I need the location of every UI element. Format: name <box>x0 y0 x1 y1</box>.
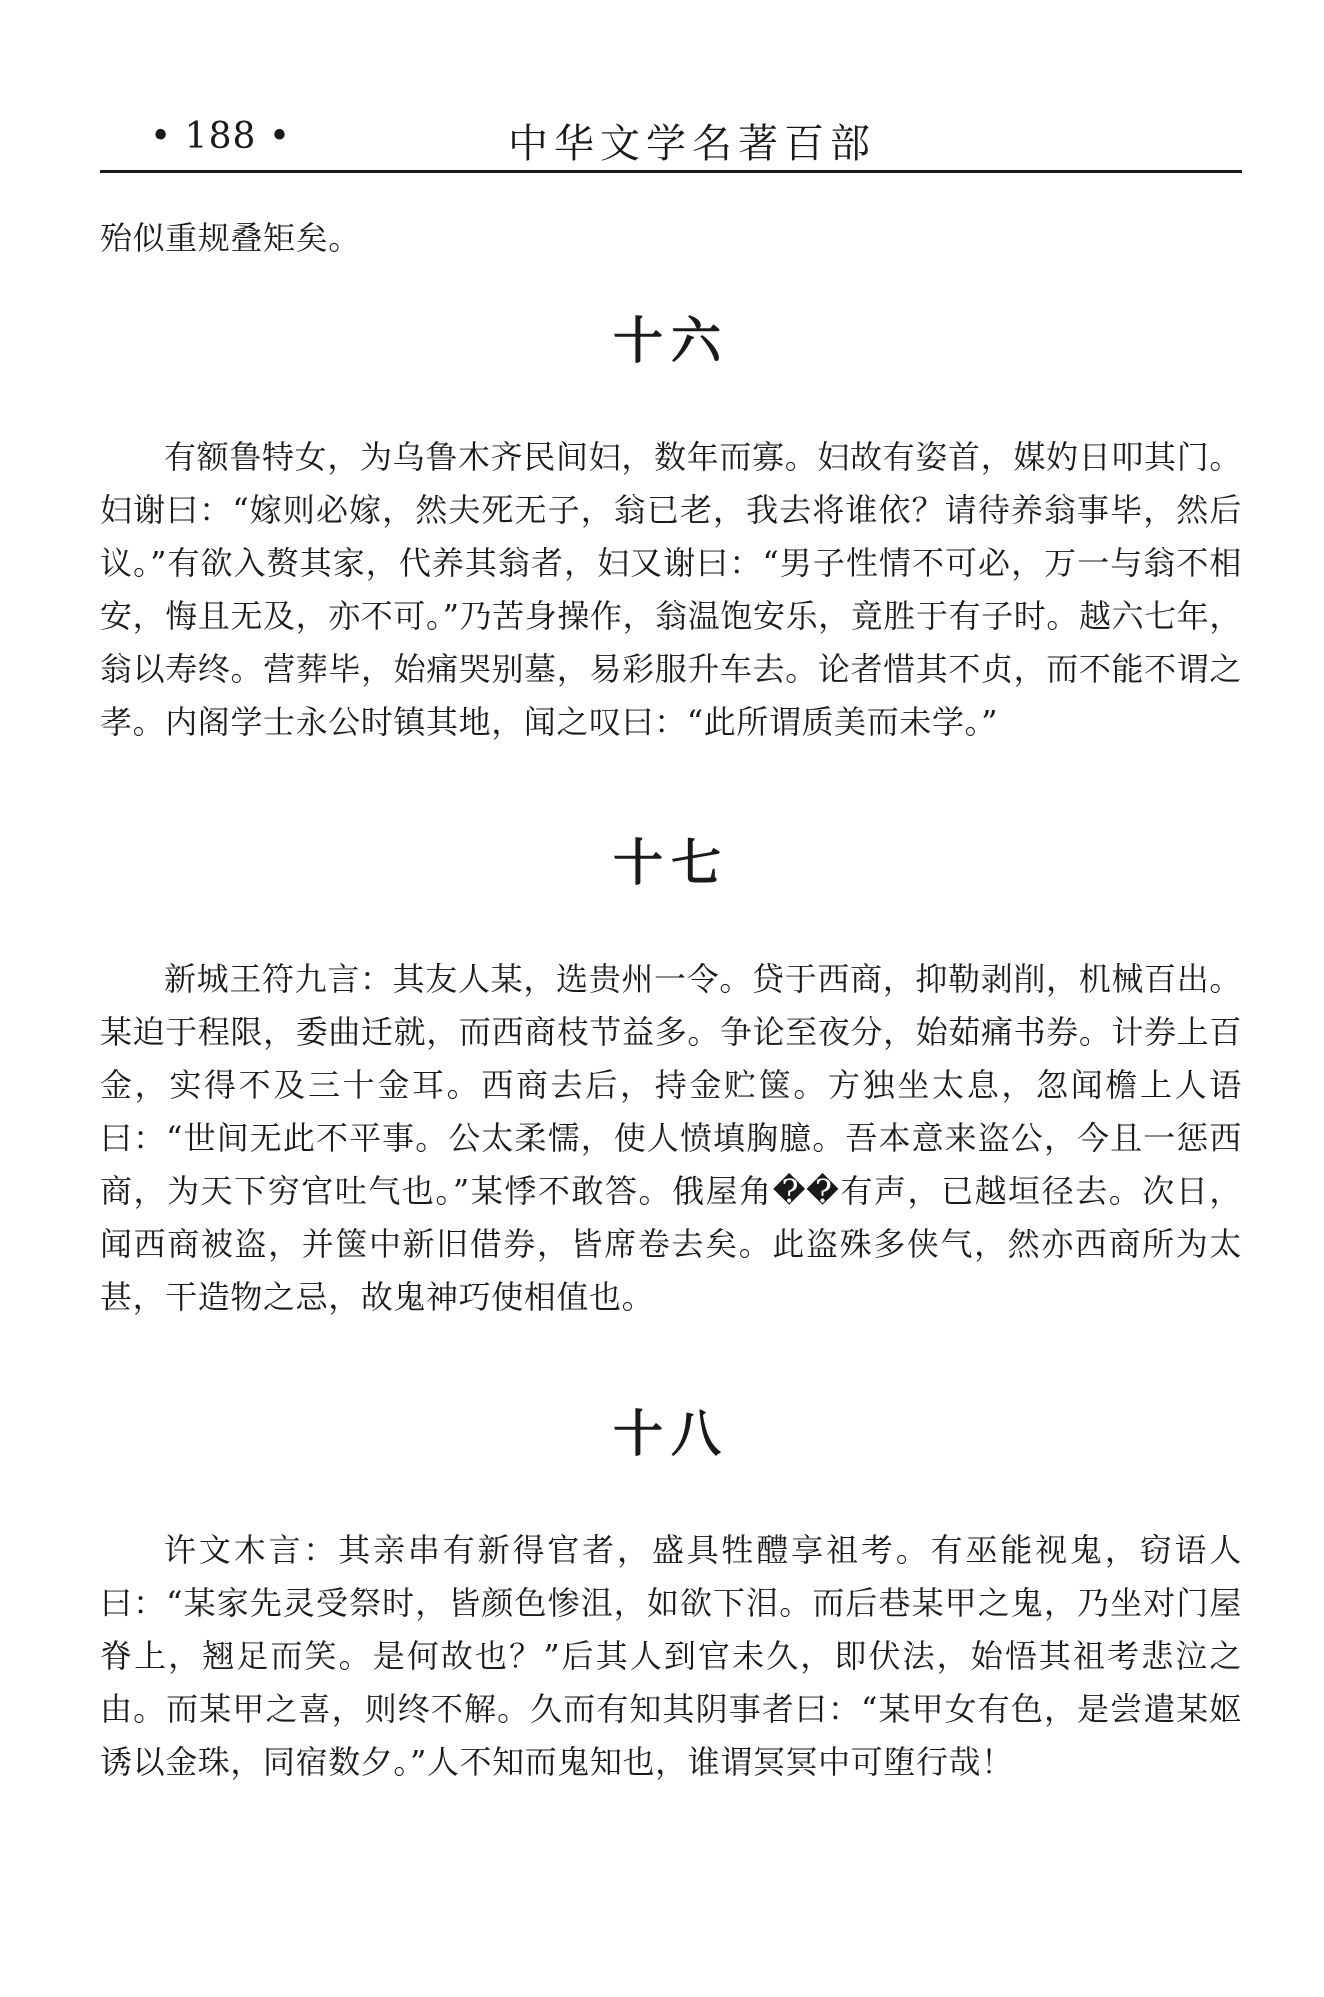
section-paragraph-16: 有额鲁特女，为乌鲁木齐民间妇，数年而寡。妇故有姿首，媒妁日叩其门。妇谢曰：“嫁则必嫁，然夫死无子，翁已老，我去将谁依？请待养翁事毕，然后议。”有欲入赘其家，代养其翁者，妇又谢曰：“男子性情不可必，万一与翁不相安，悔且无及，亦不可。”乃苦身操作，翁温饱安乐，竟胜于有子时。越六七年，翁以寿终。营葬毕，始痛哭别墓，易彩服升车去。论者惜其不贞，而不能不谓之孝。内阁学士永公时镇其地，闻之叹曰：“此所谓质美而未学。” <box>100 438 1242 741</box>
page-header <box>100 108 1240 168</box>
section-heading-17: 十七 <box>613 834 729 892</box>
section-paragraph-17: 新城王符九言：其友人某，选贵州一令。贷于西商，抑勒剥削，机械百出。某迫于程限，委曲迁就，而西商枝节益多。争论至夜分，始茹痛书券。计券上百金，实得不及三十金耳。西商去后，持金贮箧。方独坐太息，忽闻檐上人语曰：“世间无此不平事。公太柔懦，使人愤填胸臆。吾本意来盗公，今且一惩西商，为天下穷官吐气也。”某悸不敢答。俄屋角��有声，已越垣径去。次日，闻西商被盗，并箧中新旧借券，皆席卷去矣。此盗殊多侠气，然亦西商所为太甚，干造物之忌，故鬼神巧使相值也。 <box>100 960 1242 1316</box>
book-title: 中华文学名著百部 <box>508 121 876 167</box>
page-number: • 188 • <box>150 116 292 157</box>
section-heading-18: 十八 <box>613 1405 729 1463</box>
section-paragraph-18: 许文木言：其亲串有新得官者，盛具牲醴享祖考。有巫能视鬼，窃语人曰：“某家先灵受祭时，皆颜色惨沮，如欲下泪。而后巷某甲之鬼，乃坐对门屋脊上，翘足而笑。是何故也？”后其人到官未久，即伏法，始悟其祖考悲泣之由。而某甲之喜，则终不解。久而有知其阴事者曰：“某甲女有色，是尝遣某妪诱以金珠，同宿数夕。”人不知而鬼知也，谁谓冥冥中可堕行哉！ <box>100 1531 1242 1781</box>
continuation-paragraph: 殆似重规叠矩矣。 <box>100 219 361 257</box>
page-content <box>100 212 1242 1789</box>
header-rule <box>100 170 1242 173</box>
section-heading-16: 十六 <box>613 312 729 370</box>
